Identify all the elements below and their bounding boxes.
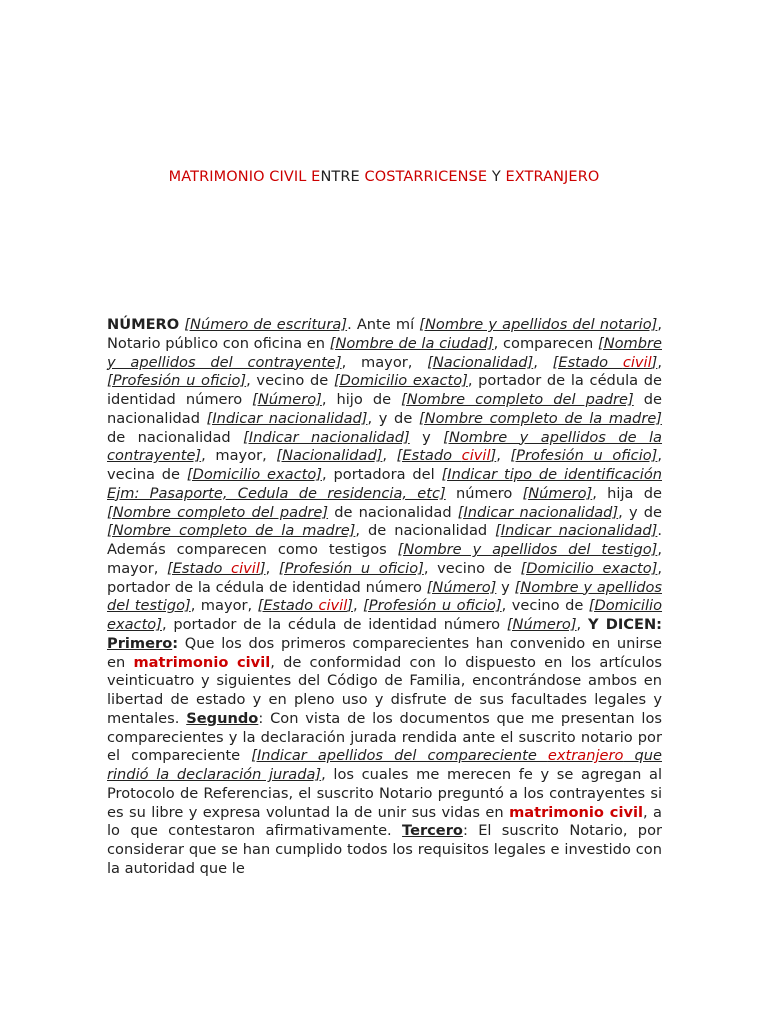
placeholder-padre: [Nombre completo del padre] — [401, 391, 634, 408]
text-run: , y de — [618, 503, 663, 521]
placeholder-part: [Estado — [167, 559, 232, 577]
text-run: , y de — [367, 409, 419, 427]
placeholder-contrayente: [Nombre y apellidos del contrayente] — [107, 334, 662, 371]
text-run: , portador de la cédula de identidad número — [107, 559, 663, 596]
placeholder-estado-civil — [167, 560, 266, 577]
clause-tercero-heading: Tercero — [402, 822, 463, 840]
placeholder-civil-highlight: civil — [318, 597, 348, 615]
placeholder-indicar-nacionalidad: [Indicar nacionalidad] — [495, 522, 658, 540]
text-run: Que los dos primeros comparecientes han convenido en unirse en — [107, 634, 662, 671]
placeholder-civil-highlight: civil — [461, 447, 491, 465]
text-run: , mayor, — [107, 541, 662, 577]
text-run: , portador de la cédula de identidad número — [161, 616, 507, 633]
text-run: . Ante mí — [347, 316, 420, 333]
text-run: de nacionalidad — [107, 391, 663, 427]
document-body — [107, 316, 662, 879]
text-run: , Notario público con oficina en — [107, 316, 662, 352]
placeholder-nacionalidad: [Nacionalidad] — [276, 447, 383, 465]
placeholder-numero: [Número] — [522, 484, 593, 502]
placeholder-profesion: [Profesión u oficio] — [107, 372, 247, 390]
placeholder-estado-civil — [553, 354, 658, 371]
placeholder-madre: [Nombre completo de la madre] — [107, 522, 356, 540]
placeholder-part: ] — [651, 353, 658, 371]
placeholder-tipo-identificacion: [Indicar tipo de identificación Ejm: Pasaporte, Cedula de residencia, etc] — [107, 466, 663, 502]
placeholder-domicilio: [Domicilio exacto] — [186, 466, 322, 483]
text-run: , — [496, 447, 511, 465]
placeholder-domicilio: [Domicilio exacto] — [333, 372, 468, 390]
placeholder-domicilio: [Domicilio exacto] — [107, 597, 663, 633]
document-title — [0, 169, 768, 185]
text-run: , de conformidad con lo dispuesto en los artículos veinticuatro y siguientes del Código de Familia, encontrándose ambos en libertad de estado y en pleno uso y disfrute de sus facultades legales y mentales. — [107, 653, 662, 727]
text-run: , los cuales me merecen fe y se agregan al Protocolo de Referencias, el suscrito Notario preguntó a los contrayentes si es su libre y expresa voluntad la de unir sus vidas en — [107, 766, 663, 821]
title-part: EXTRANJERO — [500, 169, 600, 185]
text-run: , comparecen — [493, 334, 598, 352]
y-dicen-label: Y DICEN: — [587, 616, 663, 633]
placeholder-part: que rindió la declaración jurada] — [107, 747, 662, 783]
placeholder-estado-civil — [258, 597, 353, 614]
text-run: , — [576, 616, 588, 633]
text-run: y — [409, 428, 444, 446]
placeholder-part: [Estado — [396, 447, 462, 465]
matrimonio-civil-highlight: matrimonio civil — [509, 803, 643, 821]
text-run: de nacionalidad — [328, 503, 458, 521]
clause-colon: : — [172, 634, 179, 652]
text-run: , — [352, 597, 364, 615]
placeholder-indicar-nacionalidad: [Indicar nacionalidad] — [206, 409, 368, 427]
placeholder-part: ] — [347, 597, 353, 615]
text-run: , portadora del — [322, 466, 442, 483]
placeholder-testigo: [Nombre y apellidos del testigo] — [397, 541, 658, 558]
numero-label: NÚMERO — [107, 316, 180, 333]
text-run: , mayor, — [190, 597, 258, 615]
placeholder-indicar-nacionalidad: [Indicar nacionalidad] — [243, 428, 410, 446]
text-run: , — [533, 353, 553, 371]
text-run: , hija de — [592, 484, 662, 502]
text-run: , — [382, 447, 397, 465]
text-run: . Además comparecen como testigos — [107, 522, 662, 558]
text-run: número — [445, 484, 523, 502]
text-run: , vecino de — [423, 559, 521, 577]
text-run: : Con vista de los documentos que me presentan los comparecientes y la declaración jurada rendida ante el suscrito notario por el compareciente — [107, 709, 662, 765]
title-part: MATRIMONIO CIVIL E — [168, 169, 321, 185]
title-part: Y — [491, 169, 501, 185]
clause-segundo-heading: Segundo — [186, 709, 259, 727]
placeholder-ciudad: [Nombre de la ciudad] — [329, 334, 494, 352]
placeholder-civil-highlight: civil — [231, 559, 260, 577]
placeholder-profesion: [Profesión u oficio] — [278, 559, 424, 577]
placeholder-padre: [Nombre completo del padre] — [107, 503, 329, 521]
placeholder-contrayenta: [Nombre y apellidos de la contrayente] — [107, 428, 663, 465]
text-run: , portador de la cédula de identidad número — [107, 372, 663, 408]
placeholder-domicilio: [Domicilio exacto] — [520, 559, 658, 577]
placeholder-part: ] — [259, 559, 266, 577]
matrimonio-civil-highlight: matrimonio civil — [133, 653, 271, 671]
placeholder-part: [Estado — [552, 353, 623, 371]
placeholder-numero-escritura: [Número de escritura] — [184, 316, 348, 333]
text-run: de nacionalidad — [107, 428, 244, 446]
placeholder-numero: [Número] — [426, 578, 497, 596]
placeholder-testigo: [Nombre y apellidos del testigo] — [107, 578, 662, 615]
text-run: , — [657, 353, 662, 371]
text-run: , de nacionalidad — [355, 522, 496, 540]
placeholder-profesion: [Profesión u oficio] — [510, 447, 658, 465]
placeholder-civil-highlight: civil — [622, 353, 652, 371]
text-run: , mayor, — [201, 447, 277, 465]
placeholder-numero: [Número] — [506, 616, 577, 633]
placeholder-extranjero-highlight: extranjero — [547, 747, 624, 765]
placeholder-nacionalidad: [Nacionalidad] — [427, 353, 534, 371]
text-run: , a lo que contestaron afirmativamente. — [107, 803, 662, 840]
placeholder-madre: [Nombre completo de la madre] — [418, 409, 662, 427]
placeholder-part: [Estado — [257, 597, 319, 615]
text-run: , vecina de — [107, 447, 663, 483]
placeholder-numero: [Número] — [252, 391, 322, 408]
text-run: y — [496, 578, 515, 596]
text-run: , mayor, — [341, 353, 428, 371]
title-part: NTRE — [320, 169, 360, 185]
clause-primero-heading: Primero — [107, 634, 173, 652]
title-part: COSTARRICENSE — [359, 169, 492, 185]
text-run: : El suscrito Notario, por considerar que se han cumplido todos los requisitos legales e investido con la autoridad que le — [107, 822, 662, 877]
text-run: , vecino de — [501, 597, 589, 615]
text-run: , vecino de — [246, 372, 334, 390]
placeholder-estado-civil — [397, 447, 497, 464]
placeholder-indicar-nacionalidad: [Indicar nacionalidad] — [457, 503, 619, 521]
text-run: , — [265, 559, 279, 577]
placeholder-part: [Indicar apellidos del compareciente — [251, 747, 548, 765]
placeholder-part: ] — [490, 447, 497, 465]
placeholder-profesion: [Profesión u oficio] — [363, 597, 502, 615]
text-run: , hijo de — [321, 391, 402, 408]
placeholder-nombre-notario: [Nombre y apellidos del notario] — [419, 316, 658, 333]
